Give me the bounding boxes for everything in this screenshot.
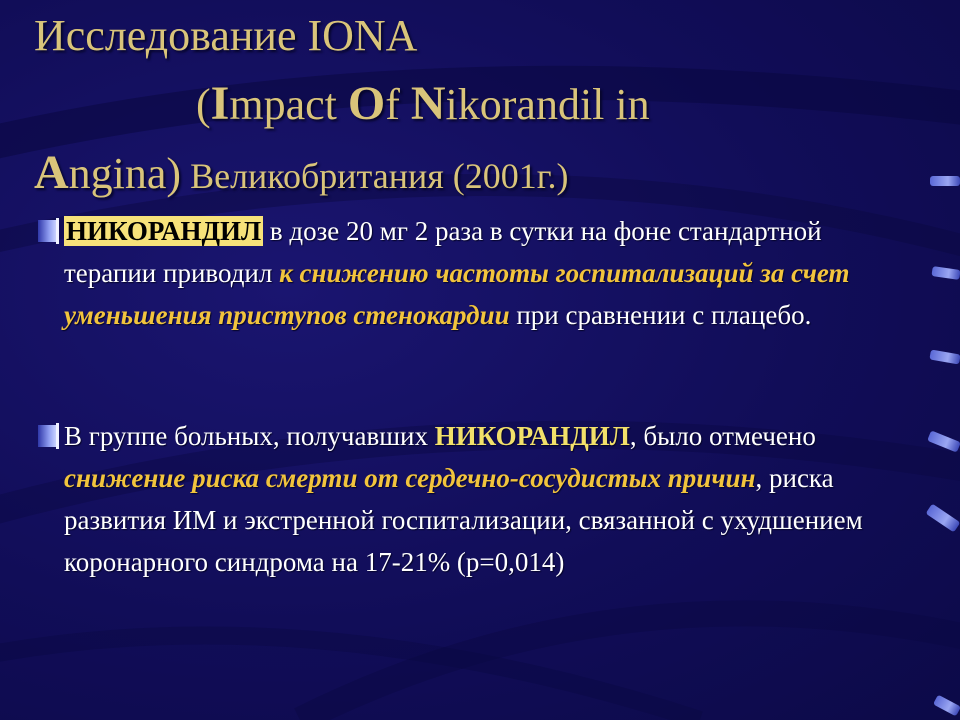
slide-title — [34, 2, 934, 210]
title-line2 — [34, 77, 650, 130]
drug-name: НИКОРАНДИЛ — [66, 216, 262, 246]
bullet-1-part2: при сравнении с плацебо. — [509, 300, 812, 330]
drug-name: НИКОРАНДИЛ — [434, 421, 630, 451]
title-ngina: ngina) — [68, 149, 182, 198]
title-f: f — [385, 80, 411, 129]
title-ikorandil: ikorandil in — [445, 80, 650, 129]
bullet-1-text — [64, 210, 918, 336]
square-bullet-icon — [38, 218, 60, 244]
bullet-1-part1: в дозе 20 мг 2 раза в сутки на фоне стандартной терапии приводил — [64, 216, 822, 288]
title-line1: Исследование IONA — [34, 11, 418, 60]
title-cap-i: I — [210, 77, 230, 130]
title-country: Великобритания (2001г.) — [181, 156, 569, 196]
title-mpact: mpact — [229, 80, 348, 129]
title-cap-a: A — [34, 146, 69, 199]
square-bullet-icon — [38, 423, 60, 449]
bullet-2-text — [64, 415, 918, 583]
bullet-2-emphasis: снижение риска смерти от сердечно-сосудистых причин — [64, 463, 756, 493]
bullet-2-part1: В группе больных, получавших — [64, 421, 435, 451]
side-mark-1 — [930, 176, 960, 186]
title-cap-o: O — [347, 77, 386, 130]
title-line3 — [34, 146, 569, 199]
bullet-2-part3: , риска развития ИМ и экстренной госпитализации, связанной с ухудшением коронарного синдрома на 17-21% (р=0,014) — [64, 463, 863, 577]
title-cap-n: N — [410, 77, 446, 130]
title-paren: ( — [196, 80, 211, 129]
bullet-2-part2: , было отмечено — [629, 421, 816, 451]
bullet-1-emphasis: к снижению частоты госпитализаций за счет уменьшения приступов стенокардии — [64, 258, 850, 330]
bullet-1 — [38, 210, 918, 336]
bullet-2 — [38, 415, 918, 583]
